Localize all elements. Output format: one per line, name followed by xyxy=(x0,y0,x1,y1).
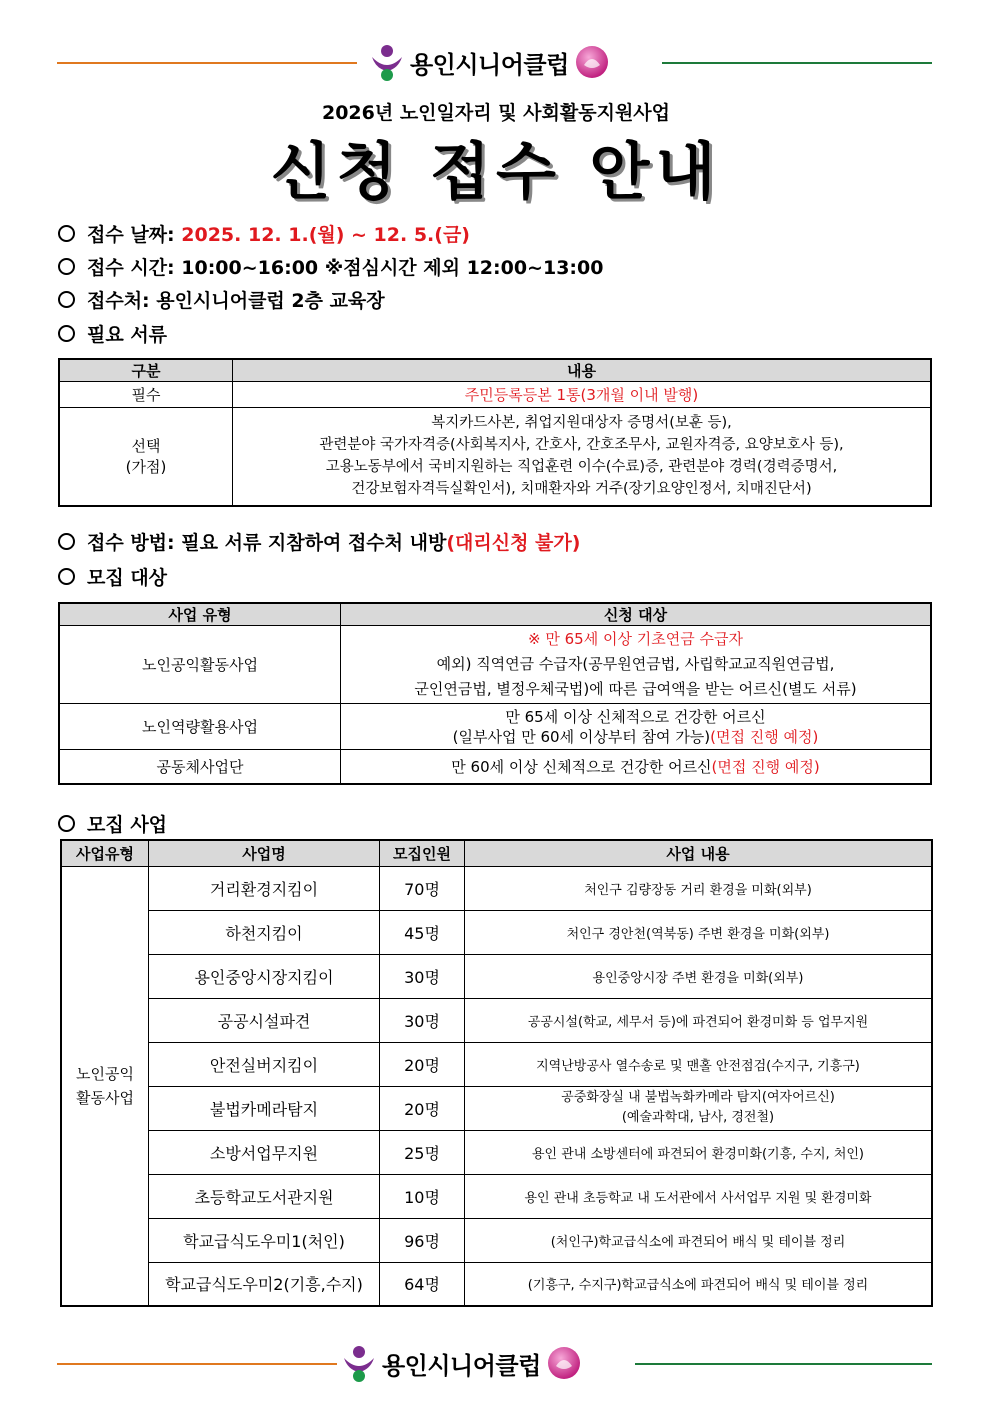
bottom-brand-bar xyxy=(0,1343,992,1383)
target-header-type: 사업 유형 xyxy=(59,603,341,626)
target-type: 노인공익활동사업 xyxy=(59,626,341,704)
biz-count: 30명 xyxy=(380,954,465,998)
circle-bullet-icon xyxy=(58,325,75,342)
eligibility-line: 만 60세 이상 신체적으로 건강한 어르신 xyxy=(451,757,712,776)
optional-line: 고용노동부에서 국비지원하는 직업훈련 이수(수료)증, 관련분야 경력(경력증명서, xyxy=(325,459,838,476)
biz-desc xyxy=(465,1086,933,1130)
eligibility-line: 예외) 직역연금 수급자(공무원연금법, 사립학교교직원연금법, xyxy=(436,655,835,673)
biz-desc: 공공시설(학교, 세무서 등)에 파견되어 환경미화 등 업무지원 xyxy=(465,998,933,1042)
biz-name: 학교급식도우미1(처인) xyxy=(149,1218,380,1262)
circle-bullet-icon xyxy=(58,225,75,242)
biz-count: 25명 xyxy=(380,1130,465,1174)
biz-header-name: 사업명 xyxy=(149,840,380,866)
biz-group-type xyxy=(61,866,149,1306)
circle-bullet-icon xyxy=(58,258,75,275)
table-row xyxy=(61,954,932,998)
optional-line: 건강보험자격득실확인서), 치매환자와 거주(장기요양인정서, 치매진단서) xyxy=(351,481,812,498)
biz-header-type: 사업유형 xyxy=(61,840,149,866)
bullet-time xyxy=(58,253,603,280)
circle-bullet-icon xyxy=(58,533,75,550)
docs-required-value: 주민등록등본 1통(3개월 이내 발행) xyxy=(233,382,932,408)
target-label: 모집 대상 xyxy=(87,567,168,589)
docs-required-label: 필수 xyxy=(59,382,233,408)
biz-name: 하천지킴이 xyxy=(149,910,380,954)
brand-name: 용인시니어클럽 xyxy=(410,50,569,79)
interview-note: (면접 진행 예정) xyxy=(711,757,820,776)
optional-label-line1: 선택 xyxy=(131,437,161,456)
table-row xyxy=(61,866,932,910)
eligibility-line: 군인연금법, 별정우체국법)에 따른 급여액을 받는 어르신(별도 서류) xyxy=(414,680,857,698)
target-type: 노인역량활용사업 xyxy=(59,704,341,750)
biz-header-desc: 사업 내용 xyxy=(465,840,933,866)
optional-line: 복지카드사본, 취업지원대상자 증명서(보훈 등), xyxy=(431,415,732,432)
bullet-docs xyxy=(58,320,167,347)
biz-count: 45명 xyxy=(380,910,465,954)
lotus-logo-icon xyxy=(547,1346,581,1380)
divider-left xyxy=(57,62,357,64)
table-row xyxy=(61,1218,932,1262)
table-row xyxy=(61,910,932,954)
biz-name: 초등학교도서관지원 xyxy=(149,1174,380,1218)
bullet-business xyxy=(58,810,167,837)
biz-name: 소방서업무지원 xyxy=(149,1130,380,1174)
target-eligibility xyxy=(341,626,932,704)
biz-name: 안전실버지킴이 xyxy=(149,1042,380,1086)
circle-bullet-icon xyxy=(58,568,75,585)
biz-header-count: 모집인원 xyxy=(380,840,465,866)
biz-count: 30명 xyxy=(380,998,465,1042)
page-title: 신청 접수 안내 xyxy=(270,135,722,208)
target-eligibility xyxy=(341,704,932,750)
biz-desc: 용인 관내 소방센터에 파견되어 환경미화(기흥, 수지, 처인) xyxy=(465,1130,933,1174)
biz-name: 학교급식도우미2(기흥,수지) xyxy=(149,1262,380,1306)
bullet-target xyxy=(58,563,167,590)
business-label: 모집 사업 xyxy=(87,814,168,836)
bullet-method xyxy=(58,528,580,555)
person-logo-icon xyxy=(370,43,404,81)
docs-optional-label xyxy=(59,408,233,506)
biz-name: 공공시설파견 xyxy=(149,998,380,1042)
circle-bullet-icon xyxy=(58,815,75,832)
eligibility-line: ※ 만 65세 이상 기초연금 수급자 xyxy=(528,630,743,648)
optional-label-line2: (가점) xyxy=(125,458,167,477)
target-type: 공동체사업단 xyxy=(59,750,341,784)
docs-optional-value xyxy=(233,408,932,506)
biz-desc: (기흥구, 수지구)학교급식소에 파견되어 배식 및 테이블 정리 xyxy=(465,1262,933,1306)
docs-header-content: 내용 xyxy=(233,359,932,382)
method-value: 필요 서류 지참하여 접수처 내방 xyxy=(181,532,447,554)
circle-bullet-icon xyxy=(58,291,75,308)
biz-name: 불법카메라탐지 xyxy=(149,1086,380,1130)
biz-desc: (처인구)학교급식소에 파견되어 배식 및 테이블 정리 xyxy=(465,1218,933,1262)
biz-desc: 처인구 김량장동 거리 환경을 미화(외부) xyxy=(465,866,933,910)
biz-desc: 용인중앙시장 주변 환경을 미화(외부) xyxy=(465,954,933,998)
biz-desc: 처인구 경안천(역북동) 주변 환경을 미화(외부) xyxy=(465,910,933,954)
biz-count: 20명 xyxy=(380,1086,465,1130)
lotus-logo-icon xyxy=(575,45,609,79)
person-logo-icon xyxy=(342,1344,376,1382)
bullet-place xyxy=(58,286,385,313)
divider-right xyxy=(662,62,932,64)
target-header-eligibility: 신청 대상 xyxy=(341,603,932,626)
eligibility-line: 만 65세 이상 신체적으로 건강한 어르신 xyxy=(505,707,766,726)
biz-count: 64명 xyxy=(380,1262,465,1306)
table-row xyxy=(61,1174,932,1218)
desc-line: (예술과학대, 남사, 경전철) xyxy=(621,1110,775,1125)
biz-desc: 용인 관내 초등학교 내 도서관에서 사서업무 지원 및 환경미화 xyxy=(465,1174,933,1218)
table-row xyxy=(61,1262,932,1306)
method-note: (대리신청 불가) xyxy=(446,532,581,554)
table-row xyxy=(61,1130,932,1174)
group-label-line1: 노인공익 xyxy=(76,1064,134,1083)
target-table xyxy=(58,602,932,785)
business-table xyxy=(60,839,933,1307)
docs-header-category: 구분 xyxy=(59,359,233,382)
time-label: 접수 시간: xyxy=(87,257,175,279)
group-label-line2: 활동사업 xyxy=(76,1088,134,1107)
place-value: 용인시니어클럽 2층 교육장 xyxy=(156,290,385,312)
eligibility-line: (일부사업 만 60세 이상부터 참여 가능) xyxy=(452,727,711,746)
biz-count: 70명 xyxy=(380,866,465,910)
interview-note: (면접 진행 예정) xyxy=(710,727,819,746)
biz-desc: 지역난방공사 열수송로 및 맨홀 안전점검(수지구, 기흥구) xyxy=(465,1042,933,1086)
biz-count: 96명 xyxy=(380,1218,465,1262)
docs-table xyxy=(58,358,932,507)
divider-right xyxy=(635,1363,932,1365)
brand-logo xyxy=(370,42,609,82)
place-label: 접수처: xyxy=(87,290,150,312)
biz-name: 용인중앙시장지킴이 xyxy=(149,954,380,998)
table-row xyxy=(61,998,932,1042)
bullet-date xyxy=(58,220,470,247)
page-subtitle: 2026년 노인일자리 및 사회활동지원사업 xyxy=(321,102,671,124)
time-value: 10:00~16:00 ※점심시간 제외 12:00~13:00 xyxy=(181,257,604,279)
brand-name: 용인시니어클럽 xyxy=(382,1351,541,1380)
divider-left xyxy=(57,1363,337,1365)
biz-name: 거리환경지킴이 xyxy=(149,866,380,910)
top-brand-bar xyxy=(0,42,992,82)
date-value: 2025. 12. 1.(월) ~ 12. 5.(금) xyxy=(181,224,470,246)
biz-count: 10명 xyxy=(380,1174,465,1218)
method-label: 접수 방법: xyxy=(87,532,175,554)
desc-line: 공중화장실 내 불법녹화카메라 탐지(여자어르신) xyxy=(561,1090,835,1105)
biz-count: 20명 xyxy=(380,1042,465,1086)
brand-logo xyxy=(342,1343,581,1383)
date-label: 접수 날짜: xyxy=(87,224,175,246)
docs-label: 필요 서류 xyxy=(87,324,168,346)
target-eligibility xyxy=(341,750,932,784)
table-row xyxy=(61,1086,932,1130)
table-row xyxy=(61,1042,932,1086)
optional-line: 관련분야 국가자격증(사회복지사, 간호사, 간호조무사, 교원자격증, 요양보호사 등), xyxy=(319,437,844,454)
